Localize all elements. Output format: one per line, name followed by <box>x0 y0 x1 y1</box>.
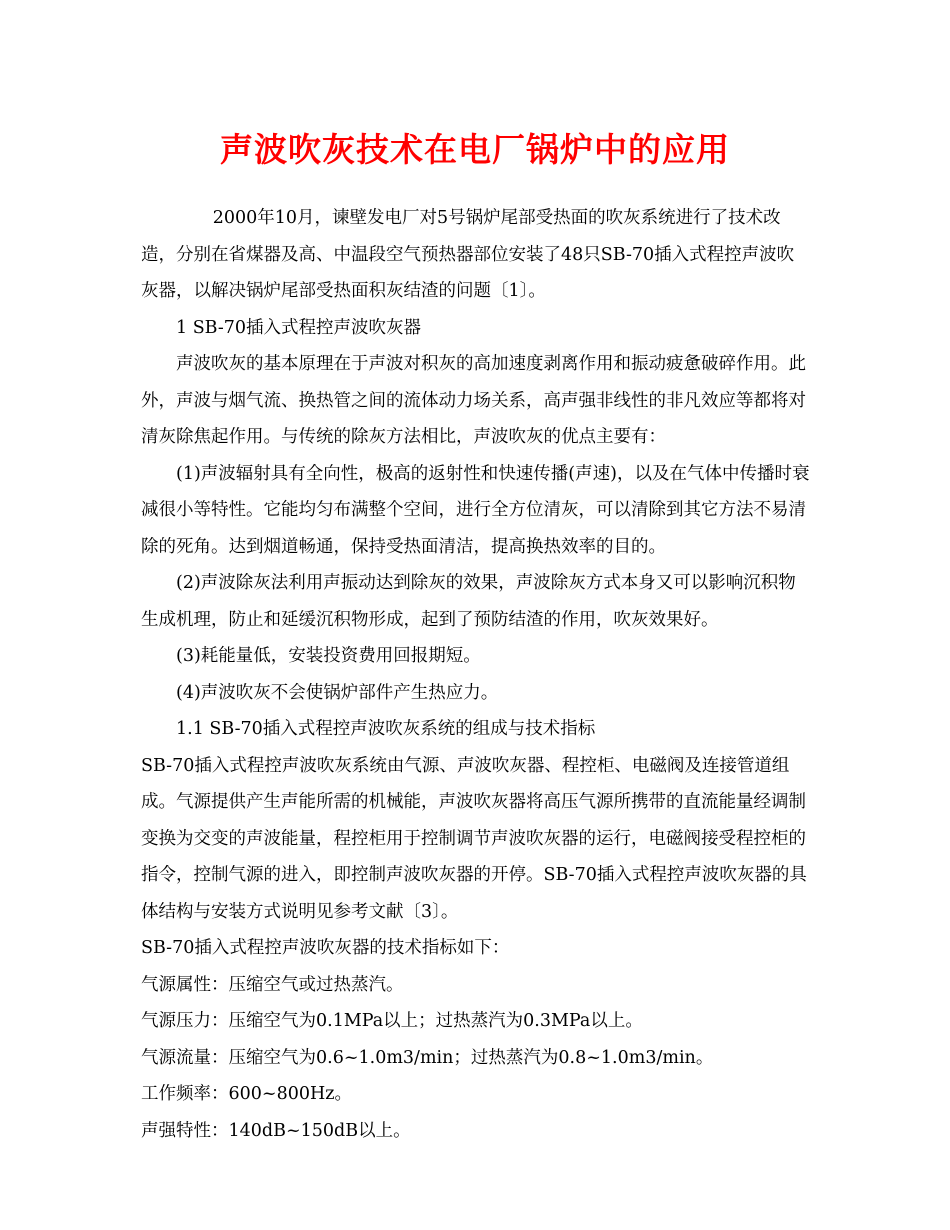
advantage-1-paragraph: (1)声波辐射具有全向性，极高的返射性和快速传播(声速)，以及在气体中传播时衰减很小等特性。它能均匀布满整个空间，进行全方位清灰，可以清除到其它方法不易清除的死角。达到烟道畅通，保持受热面清洁，提高换热效率的目的。 <box>141 463 810 557</box>
advantage-2-paragraph: (2)声波除灰法利用声振动达到除灰的效果，声波除灰方式本身又可以影响沉积物生成机理，防止和延缓沉积物形成，起到了预防结渣的作用，吹灰效果好。 <box>141 573 796 630</box>
section-heading-1-1: 1.1 SB-70插入式程控声波吹灰系统的组成与技术指标 <box>176 719 596 739</box>
document-title: 声波吹灰技术在电厂锅炉中的应用 <box>220 130 730 169</box>
principle-paragraph: 声波吹灰的基本原理在于声波对积灰的高加速度剥离作用和振动疲惫破碎作用。此外，声波与烟气流、换热管之间的流体动力场关系，高声强非线性的非凡效应等都将对清灰除焦起作用。与传统的除灰方法相比，声波吹灰的优点主要有： <box>141 354 806 447</box>
intro-paragraph: 2000年10月，谏壁发电厂对5号锅炉尾部受热面的吹灰系统进行了技术改造，分别在省煤器及高、中温段空气预热器部位安装了48只SB-70插入式程控声波吹灰器，以解决锅炉尾部受热面积灰结渣的问题〔1〕。 <box>141 208 795 301</box>
document-body <box>141 200 811 1149</box>
section-heading-1: 1 SB-70插入式程控声波吹灰器 <box>176 317 422 338</box>
spec-gas-type: 气源属性：压缩空气或过热蒸汽。 <box>141 974 404 995</box>
spec-gas-pressure: 气源压力：压缩空气为0.1MPa以上；过热蒸汽为0.3MPa以上。 <box>141 1011 643 1031</box>
spec-intro: SB-70插入式程控声波吹灰器的技术指标如下： <box>141 938 510 958</box>
spec-sound-intensity: 声强特性：140dB~150dB以上。 <box>141 1120 411 1141</box>
advantage-3-paragraph: (3)耗能量低，安装投资费用回报期短。 <box>176 646 481 666</box>
composition-paragraph: SB-70插入式程控声波吹灰系统由气源、声波吹灰器、程控柜、电磁阀及连接管道组成。气源提供产生声能所需的机械能，声波吹灰器将高压气源所携带的直流能量经调制变换为交变的声波能量，程控柜用于控制调节声波吹灰器的运行，电磁阀接受程控柜的指令，控制气源的进入，即控制声波吹灰器的开停。SB-70插入式程控声波吹灰器的具体结构与安装方式说明见参考文献〔3〕。 <box>141 755 807 922</box>
advantage-4-paragraph: (4)声波吹灰不会使锅炉部件产生热应力。 <box>176 682 499 703</box>
spec-frequency: 工作频率：600~800Hz。 <box>141 1084 352 1104</box>
spec-gas-flow: 气源流量：压缩空气为0.6~1.0m3/min；过热蒸汽为0.8~1.0m3/min。 <box>141 1047 714 1068</box>
